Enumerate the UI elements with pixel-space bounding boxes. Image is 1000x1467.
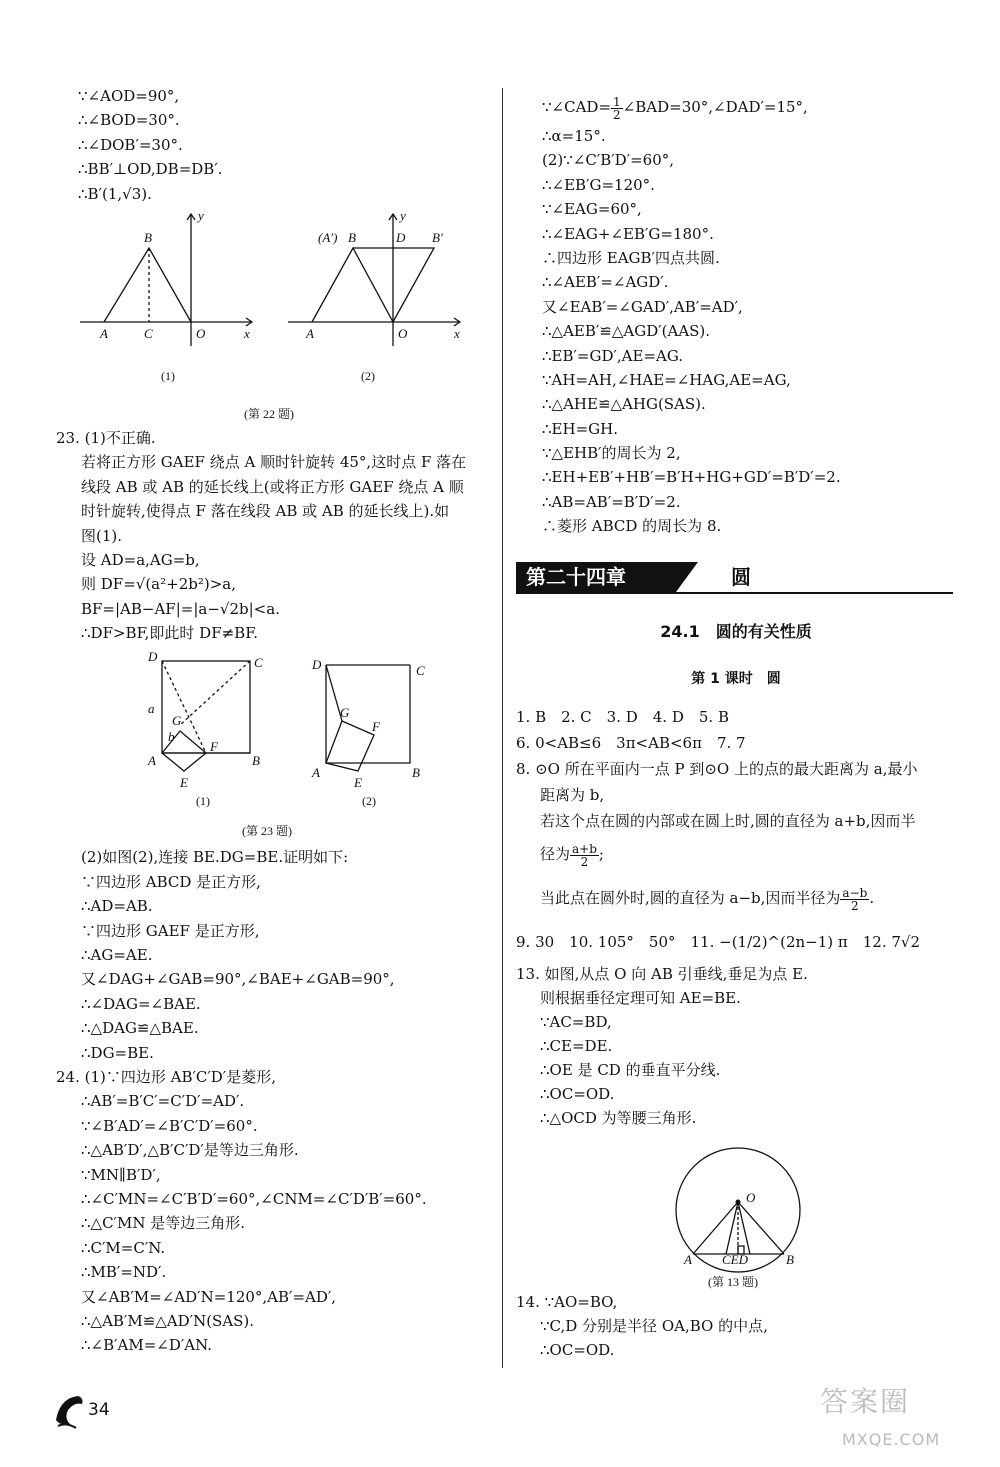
text-line: (2)∵∠C′B′D′=60°, bbox=[542, 151, 675, 170]
text-line: ∴∠AEB′=∠AGD′. bbox=[542, 273, 669, 292]
point-label: CED bbox=[722, 1252, 748, 1267]
subfigure-label: (1) bbox=[196, 794, 210, 809]
banner-rule bbox=[516, 592, 953, 594]
point-label: B bbox=[348, 229, 356, 245]
point-label: D bbox=[312, 657, 322, 673]
text-line: ∴OC=OD. bbox=[540, 1341, 615, 1359]
text-line: BF=|AB−AF|=|a−√2b|<a. bbox=[81, 599, 280, 618]
text-line: ∴∠DOB′=30°. bbox=[78, 135, 183, 154]
text-line: 24. (1)∵四边形 AB′C′D′是菱形, bbox=[56, 1067, 276, 1086]
text-line: 当此点在圆外时,圆的直径为 a−b,因而半径为 $\frac{a-b}{2}$ . bbox=[540, 885, 875, 913]
figure-caption: (第 22 题) bbox=[244, 406, 294, 421]
point-label: C bbox=[416, 663, 425, 679]
text-line: 设 AD=a,AG=b, bbox=[81, 550, 200, 569]
text-line: 线段 AB 或 AB 的延长线上(或将正方形 GAEF 绕点 A 顺 bbox=[81, 477, 464, 496]
section-title: 24.1 圆的有关性质 bbox=[660, 622, 812, 641]
text-line: 13. 如图,从点 O 向 AB 引垂线,垂足为点 E. bbox=[516, 965, 808, 983]
side-label: a bbox=[148, 701, 155, 717]
text-line: 14. ∵AO=BO, bbox=[516, 1293, 618, 1311]
text-line: 则 DF=√(a²+2b²)>a, bbox=[81, 575, 236, 594]
point-label: B bbox=[144, 229, 152, 245]
answer-line: 6. 0<AB≤6 3π<AB<6π 7. 7 bbox=[516, 734, 746, 752]
text-line: ∴菱形 ABCD 的周长为 8. bbox=[542, 517, 722, 536]
text-line: 23. (1)不正确. bbox=[56, 428, 156, 447]
text-line: 8. ⊙O 所在平面内一点 P 到⊙O 上的点的最大距离为 a,最小 bbox=[516, 760, 918, 778]
text-line: ∵MN∥B′D′, bbox=[81, 1165, 161, 1184]
text-line: ∴AG=AE. bbox=[81, 946, 153, 965]
point-label: B′ bbox=[432, 229, 443, 245]
point-label: E bbox=[180, 775, 188, 791]
text-line: 距离为 b, bbox=[540, 786, 605, 804]
text-line: ∴AD=AB. bbox=[81, 897, 153, 916]
text-line: ∴α=15°. bbox=[542, 127, 606, 145]
text-line: 若将正方形 GAEF 绕点 A 顺时针旋转 45°,这时点 F 落在 bbox=[81, 453, 467, 472]
column-divider bbox=[502, 88, 503, 1368]
point-label: O bbox=[746, 1190, 756, 1205]
point-label: C bbox=[254, 655, 263, 671]
text-line: ∴∠EB′G=120°. bbox=[542, 175, 655, 194]
text-line: ∵四边形 GAEF 是正方形, bbox=[81, 921, 260, 940]
subfigure-label: (2) bbox=[362, 794, 376, 809]
text-line: ∵C,D 分别是半径 OA,BO 的中点, bbox=[540, 1317, 768, 1335]
text-line: ∵AC=BD, bbox=[540, 1013, 612, 1031]
text-line: ∴∠DAG=∠BAE. bbox=[81, 994, 201, 1013]
text-line: ∴EH+EB′+HB′=B′H+HG+GD′=B′D′=2. bbox=[542, 468, 841, 487]
fraction: $\frac{a-b}{2}$ bbox=[842, 885, 868, 913]
point-label: C bbox=[144, 325, 153, 341]
text-line: ∴AB=AB′=B′D′=2. bbox=[542, 492, 681, 511]
subfigure-label: (2) bbox=[361, 368, 375, 383]
text-line: ∵四边形 ABCD 是正方形, bbox=[81, 872, 261, 891]
figure-caption: (第 23 题) bbox=[242, 824, 292, 839]
text-line: ∵∠B′AD′=∠B′C′D′=60°. bbox=[81, 1116, 258, 1135]
text-line: ∵AH=AH,∠HAE=∠HAG,AE=AG, bbox=[542, 370, 791, 389]
watermark-url: MXQE.COM bbox=[842, 1430, 941, 1449]
point-label: B bbox=[252, 753, 260, 769]
point-label: D bbox=[396, 229, 406, 245]
chapter-number: 第二十四章 bbox=[516, 562, 676, 592]
text-line: ∴∠C′MN=∠C′B′D′=60°,∠CNM=∠C′D′B′=60°. bbox=[81, 1189, 427, 1208]
point-label: F bbox=[372, 719, 380, 735]
right-column-top bbox=[516, 90, 956, 539]
dolphin-icon bbox=[52, 1390, 88, 1430]
figure-22 bbox=[56, 206, 490, 426]
page-number: 34 bbox=[88, 1400, 110, 1420]
text-line: ∴△AB′D′,△B′C′D′是等边三角形. bbox=[81, 1141, 299, 1160]
chapter-title: 圆 bbox=[731, 565, 751, 589]
axis-y-label: y bbox=[400, 207, 406, 223]
chapter-banner bbox=[516, 560, 953, 594]
text-line: ∵∠CAD= $\frac{1}{2}$ ∠BAD=30°,∠DAD′=15°, bbox=[542, 94, 808, 122]
text-line: ∴EB′=GD′,AE=AG. bbox=[542, 346, 684, 365]
text-line: ∴△AHE≌△AHG(SAS). bbox=[542, 395, 706, 414]
text-line: 时针旋转,使得点 F 落在线段 AB 或 AB 的延长线上).如 bbox=[81, 502, 450, 521]
point-label: (A′) bbox=[318, 229, 338, 245]
text-line: ∵△EHB′的周长为 2, bbox=[542, 444, 681, 463]
text-line: ∴OC=OD. bbox=[540, 1085, 615, 1103]
text-line: ∵∠EAG=60°, bbox=[542, 200, 642, 219]
point-label: O bbox=[196, 325, 206, 341]
figure-caption: (第 13 题) bbox=[708, 1275, 758, 1289]
text-line: 又∠EAB′=∠GAD′,AB′=AD′, bbox=[542, 297, 743, 316]
text-line: 又∠DAG+∠GAB=90°,∠BAE+∠GAB=90°, bbox=[81, 970, 395, 989]
answer-line: 1. B 2. C 3. D 4. D 5. B bbox=[516, 708, 729, 726]
text-line: ∴△AEB′≌△AGD′(AAS). bbox=[542, 322, 711, 341]
point-label: D bbox=[148, 649, 158, 665]
text-line: ∵∠AOD=90°, bbox=[78, 87, 180, 105]
lesson-title: 第 1 课时 圆 bbox=[691, 671, 781, 687]
subfigure-label: (1) bbox=[161, 368, 175, 383]
text-line: ∴△OCD 为等腰三角形. bbox=[540, 1109, 697, 1127]
axis-y-label: y bbox=[198, 207, 204, 223]
watermark-logo: 答案圈 bbox=[820, 1385, 911, 1418]
point-label: F bbox=[210, 739, 218, 755]
text-line: (2)如图(2),连接 BE.DG=BE.证明如下: bbox=[81, 848, 349, 867]
text-line: ∴BB′⊥OD,DB=DB′. bbox=[78, 160, 223, 179]
text-line: ∴C′M=C′N. bbox=[81, 1238, 166, 1257]
text-line: ∴△AB′M≌△AD′N(SAS). bbox=[81, 1311, 255, 1330]
text-line: ∴△C′MN 是等边三角形. bbox=[81, 1214, 245, 1233]
point-label: A bbox=[684, 1252, 692, 1267]
banner-arrow bbox=[676, 562, 698, 592]
axis-x-label: x bbox=[454, 325, 460, 341]
point-label: E bbox=[354, 775, 362, 791]
text-line: ∴EH=GH. bbox=[542, 419, 618, 438]
text-line: ∴DG=BE. bbox=[81, 1043, 154, 1062]
text-line: ∴DF>BF,即此时 DF≠BF. bbox=[81, 624, 259, 643]
text-line: ∴CE=DE. bbox=[540, 1037, 613, 1055]
text-line: ∴B′(1,√3). bbox=[78, 184, 152, 203]
text-line: ∴∠BOD=30°. bbox=[78, 111, 180, 130]
point-label: O bbox=[398, 325, 408, 341]
axis-x-label: x bbox=[244, 325, 250, 341]
text-line: 又∠AB′M=∠AD′N=120°,AB′=AD′, bbox=[81, 1287, 337, 1306]
point-label: B bbox=[412, 765, 420, 781]
point-label: G bbox=[340, 705, 350, 721]
side-label: b bbox=[168, 729, 175, 745]
center-point bbox=[736, 1200, 741, 1205]
text-line: ∴OE 是 CD 的垂直平分线. bbox=[540, 1061, 721, 1079]
text-line: ∴AB′=B′C′=C′D′=AD′. bbox=[81, 1092, 245, 1111]
answer-line: 9. 30 10. 105° 50° 11. −(1/2)^(2n−1) π 12. 7√2 bbox=[516, 933, 921, 951]
point-label: B bbox=[786, 1252, 794, 1267]
fraction: $\frac{1}{2}$ bbox=[613, 94, 621, 122]
text-line: ∴∠B′AM=∠D′AN. bbox=[81, 1336, 213, 1355]
figure-13 bbox=[516, 1130, 956, 1290]
fraction: $\frac{a+b}{2}$ bbox=[572, 841, 597, 869]
text-line: 径为 $\frac{a+b}{2}$ ; bbox=[540, 841, 604, 869]
point-label: A bbox=[306, 325, 314, 341]
point-label: G bbox=[172, 713, 182, 729]
point-label: A bbox=[100, 325, 108, 341]
text-line: ∴MB′=ND′. bbox=[81, 1263, 167, 1282]
text-line: ∴四边形 EAGB′四点共圆. bbox=[542, 248, 720, 267]
text-line: 若这个点在圆的内部或在圆上时,圆的直径为 a+b,因而半 bbox=[540, 812, 916, 830]
right-column-bottom bbox=[516, 618, 956, 1362]
text-line: ∴△DAG≌△BAE. bbox=[81, 1019, 199, 1038]
text-line: ∴∠EAG+∠EB′G=180°. bbox=[542, 224, 714, 243]
text-line: 则根据垂径定理可知 AE=BE. bbox=[540, 989, 741, 1007]
point-label: A bbox=[312, 765, 320, 781]
point-label: A bbox=[148, 753, 156, 769]
left-column bbox=[56, 84, 490, 1358]
figure-23 bbox=[56, 645, 490, 845]
text-line: 图(1). bbox=[81, 526, 123, 545]
